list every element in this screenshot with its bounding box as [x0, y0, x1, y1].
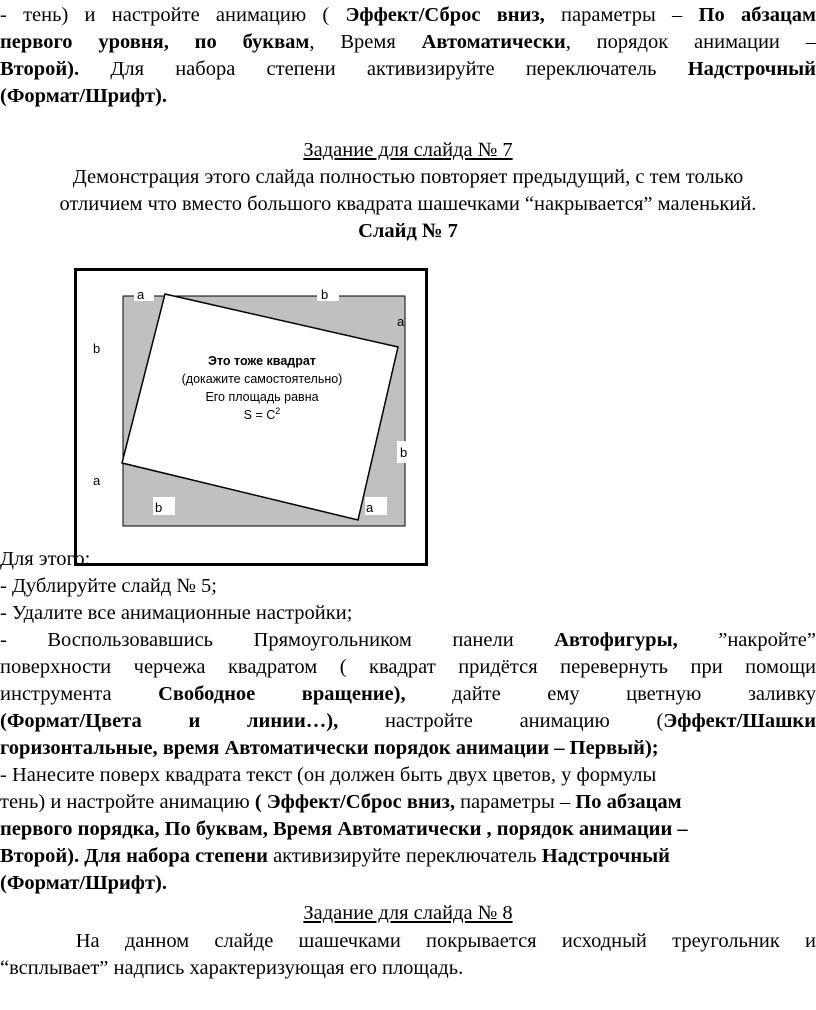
step-3-line4: (Формат/Цвета и линии…), настройте анимацию (Эффект/Шашки [0, 710, 816, 732]
label-top-a: a [137, 287, 145, 302]
area-formula [244, 406, 281, 422]
square-diagram [77, 271, 425, 563]
para1-line2: первого уровня, по буквам, Время Автоматически, порядок анимации – [0, 31, 816, 53]
step-4-line3: первого порядка, По буквам, Время Автоматически , порядок анимации – [0, 818, 688, 840]
step-1: - Дублируйте слайд № 5; [0, 575, 218, 597]
task8-heading: Задание для слайда № 8 [303, 902, 513, 924]
steps-intro: Для этого: [0, 548, 91, 570]
label-bottom-b: b [155, 500, 163, 515]
step-3-line2: поверхности черчежа квадратом ( квадрат придётся перевернуть при помощи [0, 656, 816, 678]
step-2: - Удалите все анимационные настройки; [0, 602, 353, 624]
step-4-line4: Второй). Для набора степени активизируйте переключатель Надстрочный [0, 845, 670, 867]
label-right-a: a [397, 314, 405, 329]
step-3-line3: инструмента Свободное вращение), дайте ему цветную заливку [0, 683, 816, 705]
task7-line2: отличием что вместо большого квадрата шашечками “накрывается” маленький. [59, 193, 757, 215]
task7-line1: Демонстрация этого слайда полностью повторяет предыдущий, с тем только [72, 166, 744, 188]
label-top-b: b [321, 287, 329, 302]
task8-line1: На данном слайде шашечками покрывается исходный треугольник и [0, 930, 816, 952]
para1-line1: - тень) и настройте анимацию ( Эффект/Сброс вниз, параметры – По абзацам [0, 4, 816, 26]
square-caption-line2: (докажите самостоятельно) [181, 372, 343, 386]
step-3-line1: - Воспользовавшись Прямоугольником панели Автофигуры, ”накройте” [0, 629, 816, 651]
task8-line2: “всплывает” надпись характеризующая его площадь. [0, 957, 464, 979]
slide-title: Слайд № 7 [358, 220, 458, 242]
label-left-a: a [93, 473, 101, 488]
para1-line3: Второй). Для набора степени активизируйте переключатель Надстрочный [0, 58, 816, 80]
step-4-line1: - Нанесите поверх квадрата текст (он должен быть двух цветов, у формулы [0, 764, 657, 786]
task7-heading: Задание для слайда № 7 [303, 139, 513, 161]
label-bottom-a: a [366, 500, 374, 515]
label-right-b: b [400, 445, 408, 460]
step-4-line5: (Формат/Шрифт). [0, 872, 168, 894]
step-4-line2: тень) и настройте анимацию ( Эффект/Сброс вниз, параметры – По абзацам [0, 791, 682, 813]
label-left-b: b [93, 341, 101, 356]
square-caption-line3: Его площадь равна [205, 390, 319, 404]
formula-base: S = C [243, 408, 276, 422]
square-caption-title: Это тоже квадрат [208, 354, 316, 368]
para1-line4: (Формат/Шрифт). [0, 85, 168, 107]
slide-figure [74, 268, 428, 566]
formula-superscript: 2 [275, 406, 281, 416]
step-3-line5: горизонтальные, время Автоматически порядок анимации – Первый); [0, 737, 659, 759]
